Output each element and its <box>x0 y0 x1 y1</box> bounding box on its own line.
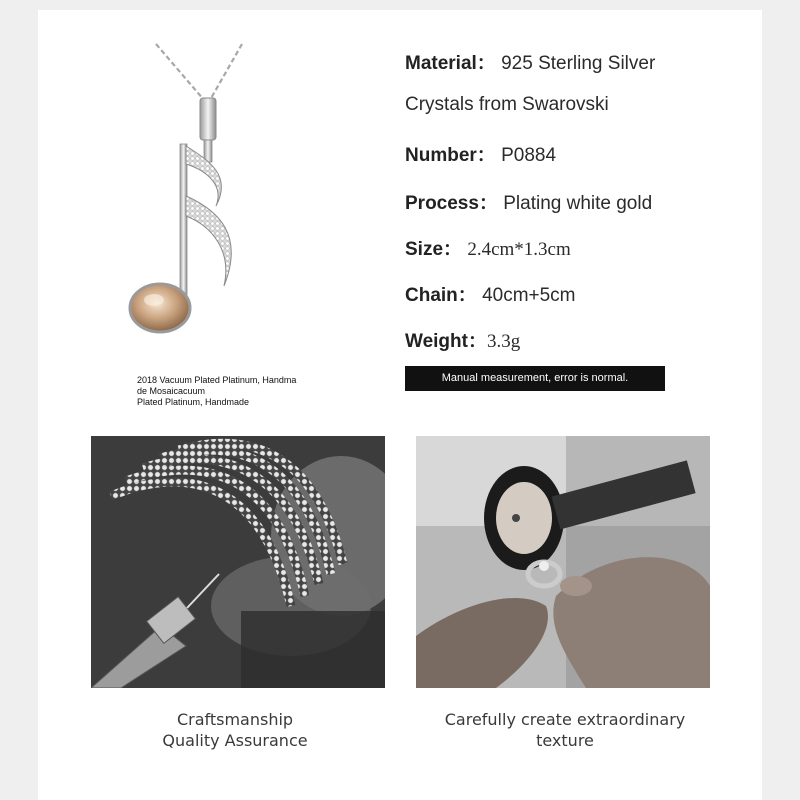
spec-value: 40cm+5cm <box>482 285 576 306</box>
spec-label: Size： <box>405 239 463 260</box>
caption-line: Plated Platinum, Handmade <box>137 397 250 407</box>
label-line: Carefully create extraordinary <box>444 710 686 729</box>
spec-label: Process： <box>405 193 498 214</box>
crystal-stone <box>130 284 190 332</box>
bail <box>200 98 216 140</box>
craftsmanship-photo <box>91 436 385 688</box>
craftsmanship-label <box>100 709 370 751</box>
caption-line: de Mosaicacuum <box>137 386 206 396</box>
note-flag-bottom <box>186 196 231 286</box>
note-stem <box>180 144 187 304</box>
texture-label <box>420 709 710 751</box>
spec-weight <box>405 326 520 353</box>
spec-material <box>405 48 655 75</box>
spec-crystals <box>405 94 609 116</box>
chain <box>156 44 242 100</box>
product-caption <box>137 375 367 408</box>
spec-process <box>405 188 652 215</box>
spec-label: Number： <box>405 145 496 166</box>
spec-value: P0884 <box>501 145 557 166</box>
spec-chain <box>405 280 576 307</box>
spec-label: Material： <box>405 53 496 74</box>
polishing-photo <box>416 436 710 688</box>
label-line: texture <box>536 731 594 750</box>
caption-line: 2018 Vacuum Plated Platinum, Handma <box>137 375 297 385</box>
spec-label: Weight： <box>405 331 487 352</box>
spec-value: Plating white gold <box>503 193 653 214</box>
label-line: Craftsmanship <box>176 710 294 729</box>
spec-value: 3.3g <box>486 331 521 352</box>
spec-size <box>405 234 571 261</box>
spec-label: Chain： <box>405 285 477 306</box>
spec-value: 925 Sterling Silver <box>501 53 656 74</box>
spec-value: 2.4cm*1.3cm <box>467 239 571 260</box>
label-line: Quality Assurance <box>162 731 308 750</box>
spec-value: Crystals from Swarovski <box>405 94 609 115</box>
music-note-pendant-image <box>120 36 260 364</box>
spec-number <box>405 140 556 167</box>
measurement-note: Manual measurement, error is normal. <box>405 366 665 391</box>
